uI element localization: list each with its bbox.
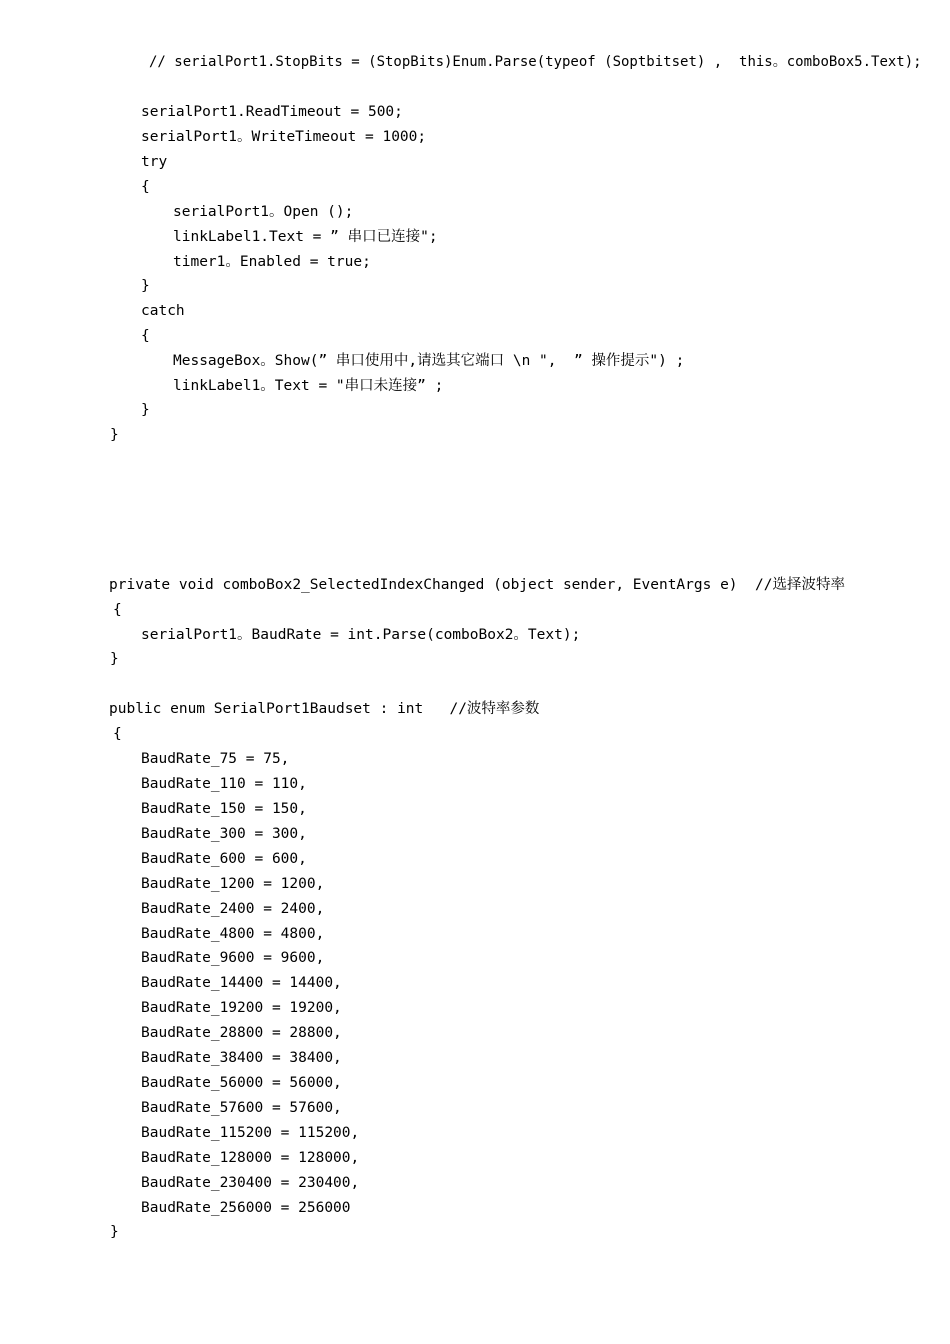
code-line: public enum SerialPort1Baudset : int //波特率参数 <box>109 701 540 717</box>
code-line: { <box>141 179 150 195</box>
code-line: { <box>141 328 150 344</box>
code-line: BaudRate_600 = 600, <box>141 851 307 867</box>
code-line: { <box>113 602 122 618</box>
code-line: serialPort1。BaudRate = int.Parse(comboBox2。Text); <box>141 627 581 643</box>
code-line: BaudRate_110 = 110, <box>141 776 307 792</box>
code-line: serialPort1。Open (); <box>173 204 354 220</box>
code-line: BaudRate_150 = 150, <box>141 801 307 817</box>
code-line: } <box>110 651 119 667</box>
code-line: BaudRate_128000 = 128000, <box>141 1150 360 1166</box>
code-line: BaudRate_115200 = 115200, <box>141 1125 360 1141</box>
code-line: timer1。Enabled = true; <box>173 254 371 270</box>
code-line: BaudRate_38400 = 38400, <box>141 1050 342 1066</box>
code-line: BaudRate_56000 = 56000, <box>141 1075 342 1091</box>
code-line: MessageBox。Show(” 串口使用中,请选其它端口 \n ", ” 操作提示") ; <box>173 353 685 369</box>
code-line: BaudRate_2400 = 2400, <box>141 901 325 917</box>
code-line: private void comboBox2_SelectedIndexChanged (object sender, EventArgs e) //选择波特率 <box>109 577 845 593</box>
code-line: BaudRate_75 = 75, <box>141 751 290 767</box>
code-line: BaudRate_256000 = 256000 <box>141 1200 351 1216</box>
code-line: serialPort1。WriteTimeout = 1000; <box>141 129 427 145</box>
code-line: linkLabel1。Text = "串口未连接” ; <box>173 378 444 394</box>
code-line: { <box>113 726 122 742</box>
code-line: BaudRate_28800 = 28800, <box>141 1025 342 1041</box>
code-line: BaudRate_230400 = 230400, <box>141 1175 360 1191</box>
code-line: linkLabel1.Text = ” 串口已连接"; <box>173 229 438 245</box>
code-line: // serialPort1.StopBits = (StopBits)Enum.Parse(typeof (Soptbitset) , this。comboBox5.Text); <box>149 54 922 70</box>
code-line: BaudRate_9600 = 9600, <box>141 950 325 966</box>
code-line: BaudRate_4800 = 4800, <box>141 926 325 942</box>
code-line: serialPort1.ReadTimeout = 500; <box>141 104 403 120</box>
code-line: } <box>141 402 150 418</box>
code-line: BaudRate_300 = 300, <box>141 826 307 842</box>
code-line: BaudRate_1200 = 1200, <box>141 876 325 892</box>
code-line: catch <box>141 303 185 319</box>
code-line: BaudRate_19200 = 19200, <box>141 1000 342 1016</box>
code-line: } <box>110 427 119 443</box>
code-line: BaudRate_57600 = 57600, <box>141 1100 342 1116</box>
code-line: BaudRate_14400 = 14400, <box>141 975 342 991</box>
code-line: } <box>110 1224 119 1240</box>
code-line: } <box>141 278 150 294</box>
code-line: try <box>141 154 168 170</box>
